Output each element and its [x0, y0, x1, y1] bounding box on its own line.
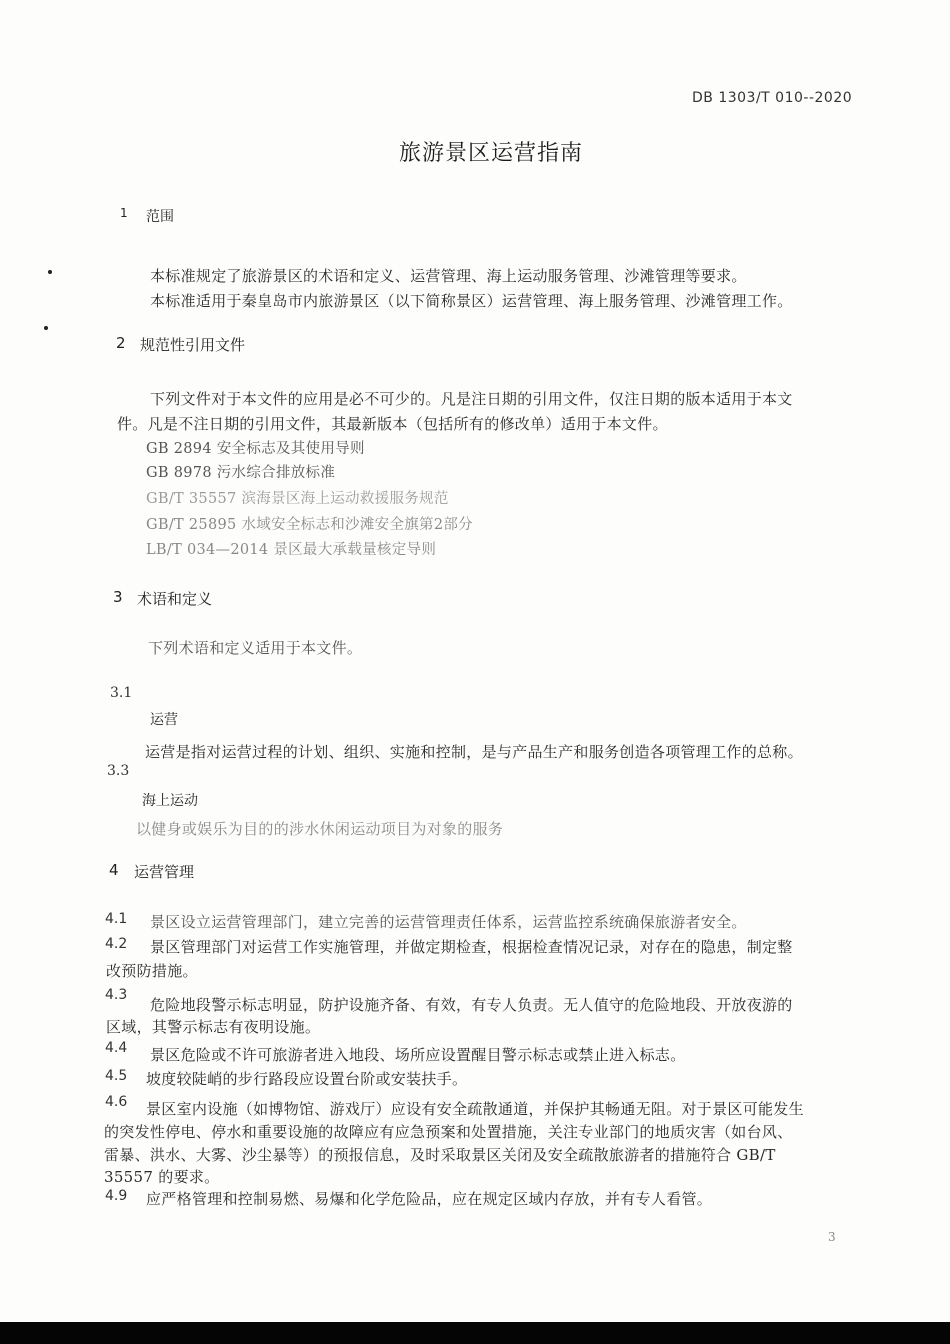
section-2-intro: 下列文件对于本文件的应用是必不可少的。凡是注日期的引用文件，仅注日期的版本适用于本文: [150, 390, 793, 408]
clause-text-cont: 的突发性停电、停水和重要设施的故障应有应急预案和处置措施，关注专业部门的地质灾害（如台风、: [104, 1123, 793, 1141]
clause-number: 4.9: [105, 1188, 128, 1204]
section-4-number: 4: [109, 861, 119, 879]
clause-text: 景区设立运营管理部门，建立完善的运营管理责任体系，运营监控系统确保旅游者安全。: [150, 913, 747, 931]
clause-text-cont: 雷暴、洪水、大雾、沙尘暴等）的预报信息，及时采取景区关闭及安全疏散旅游者的措施符合 GB/T: [104, 1146, 776, 1164]
doc-number: DB 1303/T 010--2020: [692, 90, 853, 106]
page-number: 3: [828, 1230, 836, 1244]
clause-text: 应严格管理和控制易燃、易爆和化学危险品，应在规定区域内存放，并有专人看管。: [146, 1190, 713, 1208]
section-2-title: 规范性引用文件: [140, 336, 246, 354]
scan-edge: [0, 1322, 950, 1344]
section-2-number: 2: [116, 334, 126, 352]
section-2-intro-cont: 件。凡是不注日期的引用文件，其最新版本（包括所有的修改单）适用于本文件。: [117, 415, 668, 433]
term-definition: 以健身或娱乐为目的的涉水休闲运动项目为对象的服务: [136, 820, 504, 838]
section-1-number: 1: [120, 206, 128, 220]
clause-number: 4.2: [105, 936, 128, 952]
clause-number: 4.1: [105, 911, 128, 927]
section-1-paragraph: 本标准适用于秦皇岛市内旅游景区（以下简称景区）运营管理、海上服务管理、沙滩管理工作。: [150, 292, 793, 310]
section-1-title: 范围: [146, 209, 174, 225]
clause-text: 景区室内设施（如博物馆、游戏厅）应设有安全疏散通道，并保护其畅通无阻。对于景区可能发生: [146, 1100, 804, 1118]
punch-dot: [44, 326, 48, 330]
reference-item: GB/T 25895 水域安全标志和沙滩安全旗第2部分: [146, 517, 473, 533]
term-definition: 运营是指对运营过程的计划、组织、实施和控制，是与产品生产和服务创造各项管理工作的总称。: [145, 743, 803, 761]
punch-dot: [48, 270, 52, 274]
clause-text: 坡度较陡峭的步行路段应设置台阶或安装扶手。: [146, 1070, 468, 1088]
clause-text-cont: 改预防措施。: [106, 962, 198, 980]
term-name: 运营: [150, 712, 178, 728]
term-number: 3.1: [110, 685, 133, 701]
section-4-title: 运营管理: [134, 863, 195, 881]
section-3-number: 3: [113, 588, 123, 606]
reference-item: GB 2894 安全标志及其使用导则: [146, 441, 365, 457]
clause-number: 4.6: [105, 1094, 128, 1110]
reference-item: GB 8978 污水综合排放标准: [146, 465, 336, 481]
section-3-intro: 下列术语和定义适用于本文件。: [148, 639, 363, 657]
clause-text-cont: 35557 的要求。: [104, 1168, 220, 1186]
clause-text-cont: 区域，其警示标志有夜明设施。: [106, 1018, 321, 1036]
clause-number: 4.5: [105, 1068, 128, 1084]
clause-text: 景区危险或不许可旅游者进入地段、场所应设置醒目警示标志或禁止进入标志。: [150, 1046, 686, 1064]
clause-text: 景区管理部门对运营工作实施管理，并做定期检查，根据检查情况记录，对存在的隐患，制定整: [150, 938, 793, 956]
reference-item: LB/T 034—2014 景区最大承载量核定导则: [146, 542, 437, 558]
section-1-paragraph: 本标准规定了旅游景区的术语和定义、运营管理、海上运动服务管理、沙滩管理等要求。: [150, 267, 747, 285]
reference-item: GB/T 35557 滨海景区海上运动救援服务规范: [146, 491, 449, 507]
term-name: 海上运动: [142, 793, 198, 809]
clause-number: 4.3: [105, 987, 128, 1003]
section-3-title: 术语和定义: [137, 590, 213, 608]
clause-text: 危险地段警示标志明显，防护设施齐备、有效，有专人负责。无人值守的危险地段、开放夜游的: [150, 996, 793, 1014]
page-title: 旅游景区运营指南: [399, 141, 584, 166]
term-number: 3.3: [107, 763, 130, 779]
clause-number: 4.4: [105, 1040, 128, 1056]
